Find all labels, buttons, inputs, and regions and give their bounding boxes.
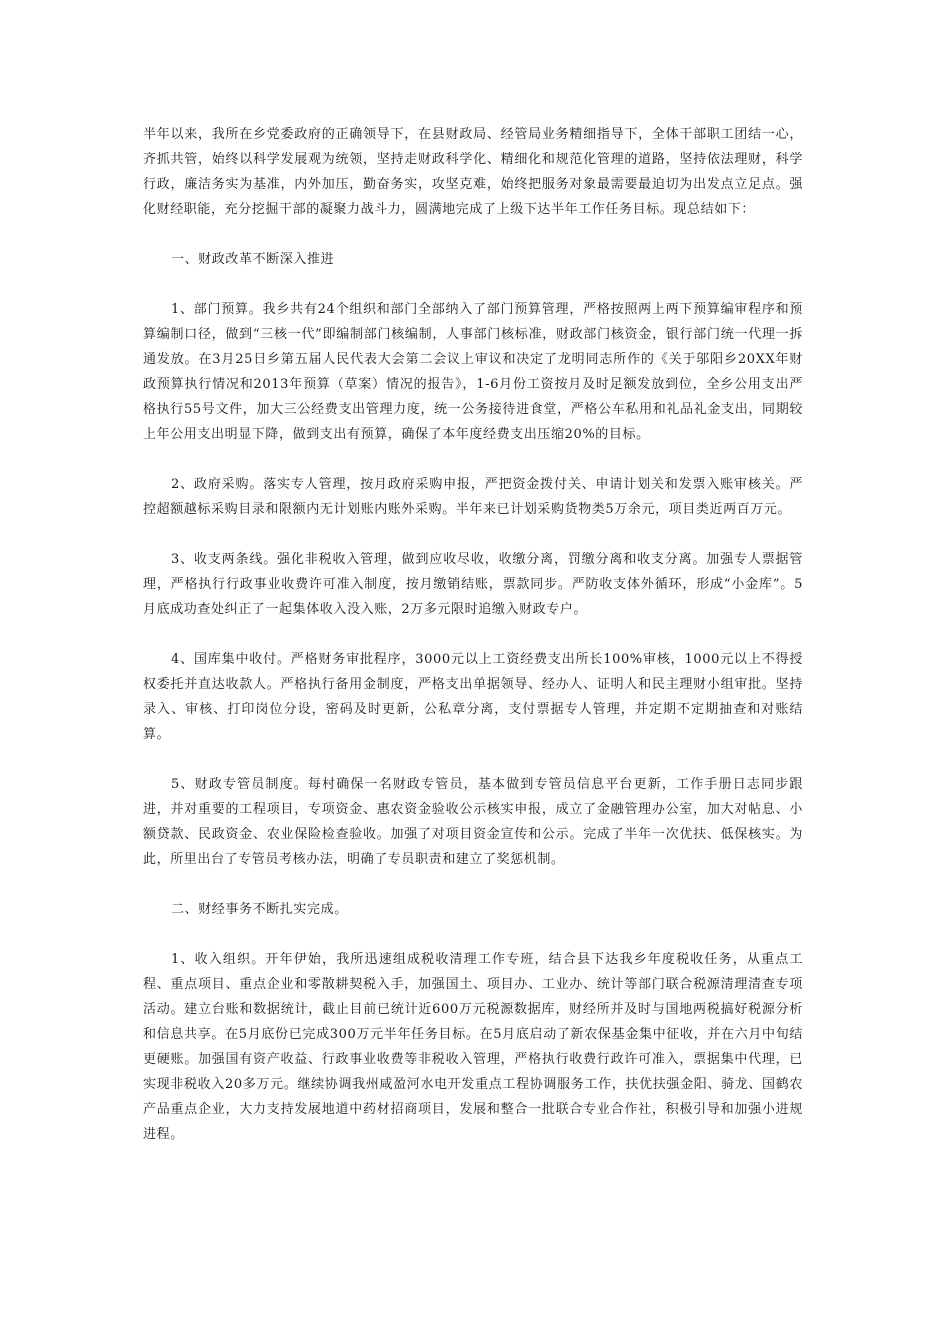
paragraph-department-budget: 1、部门预算。我乡共有24个组织和部门全部纳入了部门预算管理，严格按照两上两下预算编审程序和预算编制口径，做到“三核一代”即编制部门核编制，人事部门核标准，财政部门核资金，银行部门统一代理一拆通发放。在3月25日乡第五届人民代表大会第二会议上审议和决定了龙明同志所作的《关于邬阳乡20XX年财政预算执行情况和2013年预算（草案）情况的报告》，1-6月份工资按月及时足额发放到位，全乡公用支出严格执行55号文件，加大三公经费支出管理力度，统一公务接待进食堂，严格公车私用和礼品礼金支出，同期较上年公用支出明显下降，做到支出有预算，确保了本年度经费支出压缩20%的目标。 <box>143 302 803 442</box>
paragraph-government-procurement: 2、政府采购。落实专人管理，按月政府采购申报，严把资金拨付关、申请计划关和发票入账审核关。严控超额越标采购目录和限额内无计划账内账外采购。半年来已计划采购货物类5万余元，项目类近两百万元。 <box>143 477 803 517</box>
intro-paragraph: 半年以来，我所在乡党委政府的正确领导下，在县财政局、经管局业务精细指导下，全体干部职工团结一心，齐抓共管，始终以科学发展观为统领，坚持走财政科学化、精细化和规范化管理的道路，坚持依法理财，科学行政，廉洁务实为基准，内外加压，勤奋务实，攻坚克难，始终把服务对象最需要最迫切为出发点立足点。强化财经职能，充分挖掘干部的凝聚力战斗力，圆满地完成了上级下达半年工作任务目标。现总结如下： <box>143 127 803 217</box>
section-heading-2: 二、财经事务不断扎实完成。 <box>171 902 348 917</box>
paragraph-treasury: 4、国库集中收付。严格财务审批程序，3000元以上工资经费支出所长100%审核，1000元以上不得授权委托并直达收款人。严格执行备用金制度，严格支出单据领导、经办人、证明人和民主理财小组审批。坚持录入、审核、打印岗位分设，密码及时更新，公私章分离，支付票据专人管理，并定期不定期抽查和对账结算。 <box>143 652 803 742</box>
paragraph-two-lines: 3、收支两条线。强化非税收入管理，做到应收尽收，收缴分离，罚缴分离和收支分离。加强专人票据管理，严格执行行政事业收费许可准入制度，按月缴销结账，票款同步。严防收支体外循环，形成“小金库”。5月底成功查处纠正了一起集体收入没入账，2万多元限时追缴入财政专户。 <box>143 552 803 617</box>
section-heading-1: 一、财政改革不断深入推进 <box>171 252 335 267</box>
paragraph-revenue: 1、收入组织。开年伊始，我所迅速组成税收清理工作专班，结合县下达我乡年度税收任务，从重点工程、重点项目、重点企业和零散耕契税入手，加强国土、项目办、工业办、统计等部门联合税源清理清查专项活动。建立台账和数据统计，截止目前已统计近600万元税源数据库，财经所并及时与国地两税搞好税源分析和信息共享。在5月底份已完成300万元半年任务目标。在5月底启动了新农保基金集中征收，并在六月中旬结更硬账。加强国有资产收益、行政事业收费等非税收入管理，严格执行收费行政许可准入，票据集中代理，已实现非税收入20多万元。继续协调我州咸盈河水电开发重点工程协调服务工作，扶优扶强金阳、骑龙、国鹤农产品重点企业，大力支持发展地道中药材招商项目，发展和整合一批联合专业合作社，积极引导和加强小进规进程。 <box>143 952 803 1142</box>
document-body <box>143 122 803 1172</box>
paragraph-finance-officer: 5、财政专管员制度。每村确保一名财政专管员，基本做到专管员信息平台更新，工作手册日志同步跟进，并对重要的工程项目，专项资金、惠农资金验收公示核实申报，成立了金融管理办公室，加大对帖息、小额贷款、民政资金、农业保险检查验收。加强了对项目资金宣传和公示。完成了半年一次优扶、低保核实。为此，所里出台了专管员考核办法，明确了专员职责和建立了奖惩机制。 <box>143 777 803 867</box>
